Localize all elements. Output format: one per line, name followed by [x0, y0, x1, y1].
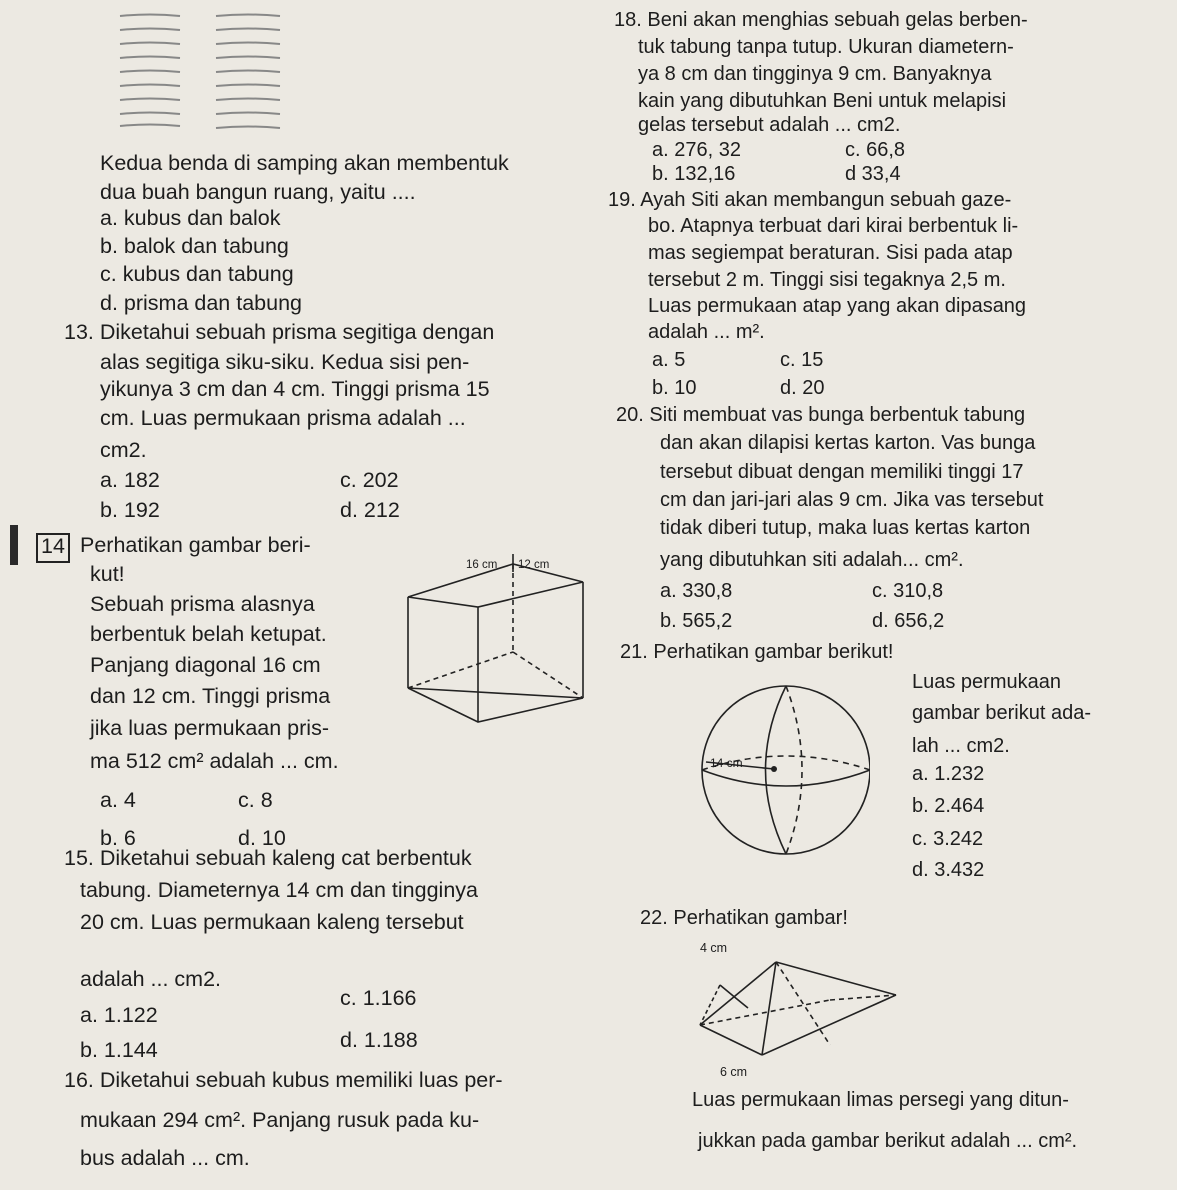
- q14-figure-prism: [400, 552, 600, 728]
- q21-stem: 21. Perhatikan gambar berikut!: [620, 641, 894, 663]
- q14-label-d2: 12 cm: [518, 559, 550, 571]
- q15-stem-4: adalah ... cm2.: [80, 967, 222, 991]
- q19-stem-2: bo. Atapnya terbuat dari kirai berbentuk li-: [648, 215, 1019, 237]
- q20-stem-6: yang dibutuhkan siti adalah... cm².: [660, 549, 964, 571]
- q14-stem-7: jika luas permukaan pris-: [90, 716, 329, 740]
- q12-stem-1: Kedua benda di samping akan membentuk: [100, 151, 509, 175]
- q13-stem-3: yikunya 3 cm dan 4 cm. Tinggi prisma 15: [100, 377, 490, 401]
- q15-stem-3: 20 cm. Luas permukaan kaleng tersebut: [80, 910, 464, 934]
- q18-stem-5: gelas tersebut adalah ... cm2.: [638, 114, 901, 136]
- q20-option-d: d. 656,2: [872, 610, 945, 632]
- q18-option-b: b. 132,16: [652, 163, 736, 185]
- q14-option-a: a. 4: [100, 788, 136, 812]
- q18-stem-1: 18. Beni akan menghias sebuah gelas berben-: [614, 9, 1028, 31]
- q21-option-d: d. 3.432: [912, 859, 985, 881]
- q12-option-c: c. kubus dan tabung: [100, 262, 294, 286]
- q18-stem-2: tuk tabung tanpa tutup. Ukuran diametern-: [638, 36, 1014, 58]
- q21-label-radius: 14 cm: [710, 756, 743, 770]
- q21-figure-sphere: [690, 672, 870, 868]
- q22-stem: 22. Perhatikan gambar!: [640, 907, 848, 929]
- page-tab-marker: [10, 525, 18, 565]
- q14-option-c: c. 8: [238, 788, 273, 812]
- q19-stem-5: Luas permukaan atap yang akan dipasang: [648, 295, 1027, 317]
- q19-option-b: b. 10: [652, 377, 697, 399]
- q14-stem-3: Sebuah prisma alasnya: [90, 592, 315, 616]
- q19-stem-1: 19. Ayah Siti akan membangun sebuah gaze-: [608, 189, 1012, 211]
- q21-option-a: a. 1.232: [912, 763, 985, 785]
- q15-option-a: a. 1.122: [80, 1003, 158, 1027]
- q14-stem-1: Perhatikan gambar beri-: [80, 533, 311, 557]
- q22-figure-pyramid: [680, 940, 920, 1080]
- q19-option-a: a. 5: [652, 349, 686, 371]
- q20-option-a: a. 330,8: [660, 580, 733, 602]
- q19-option-c: c. 15: [780, 349, 824, 371]
- q14-option-b: b. 6: [100, 826, 136, 850]
- q13-stem-5: cm2.: [100, 438, 147, 462]
- q12-option-d: d. prisma dan tabung: [100, 291, 302, 315]
- q20-stem-3: tersebut dibuat dengan memiliki tinggi 17: [660, 461, 1024, 483]
- q20-option-c: c. 310,8: [872, 580, 944, 602]
- q21-side-3: lah ... cm2.: [912, 735, 1010, 757]
- q22-text-1: Luas permukaan limas persegi yang ditun-: [692, 1089, 1069, 1111]
- q13-option-c: c. 202: [340, 468, 399, 492]
- q21-side-2: gambar berikut ada-: [912, 702, 1091, 724]
- q14-stem-4: berbentuk belah ketupat.: [90, 622, 327, 646]
- q14-option-d: d. 10: [238, 826, 286, 850]
- q19-stem-4: tersebut 2 m. Tinggi sisi tegaknya 2,5 m.: [648, 269, 1006, 291]
- q12-figure-stacks: [108, 8, 288, 140]
- q19-stem-3: mas segiempat beraturan. Sisi pada atap: [648, 242, 1013, 264]
- q18-stem-4: kain yang dibutuhkan Beni untuk melapisi: [638, 90, 1007, 112]
- q22-label-bottom: 6 cm: [720, 1065, 748, 1079]
- q12-option-b: b. balok dan tabung: [100, 234, 289, 258]
- q12-option-a: a. kubus dan balok: [100, 206, 281, 230]
- q21-option-c: c. 3.242: [912, 828, 984, 850]
- q21-center-dot: [771, 766, 777, 772]
- q15-option-c: c. 1.166: [340, 986, 417, 1010]
- q14-label-d1: 16 cm: [466, 559, 498, 571]
- q16-stem-1: 16. Diketahui sebuah kubus memiliki luas per-: [64, 1068, 503, 1092]
- q15-stem-2: tabung. Diameternya 14 cm dan tingginya: [80, 878, 478, 902]
- q12-stem-2: dua buah bangun ruang, yaitu ....: [100, 180, 416, 204]
- q16-stem-2: mukaan 294 cm². Panjang rusuk pada ku-: [80, 1108, 480, 1132]
- q14-stem-6: dan 12 cm. Tinggi prisma: [90, 684, 331, 708]
- q14-stem-5: Panjang diagonal 16 cm: [90, 653, 321, 677]
- q14-stem-2: kut!: [90, 562, 125, 586]
- q19-stem-6: adalah ... m².: [648, 321, 765, 343]
- q13-option-b: b. 192: [100, 498, 160, 522]
- q13-option-d: d. 212: [340, 498, 400, 522]
- q13-stem-4: cm. Luas permukaan prisma adalah ...: [100, 406, 466, 430]
- q13-option-a: a. 182: [100, 468, 160, 492]
- q15-stem-1: 15. Diketahui sebuah kaleng cat berbentuk: [64, 846, 472, 870]
- q20-stem-2: dan akan dilapisi kertas karton. Vas bunga: [660, 432, 1036, 454]
- q20-stem-1: 20. Siti membuat vas bunga berbentuk tabung: [616, 404, 1026, 426]
- q14-stem-8: ma 512 cm² adalah ... cm.: [90, 749, 339, 773]
- q18-option-d: d 33,4: [845, 163, 901, 185]
- q22-label-top: 4 cm: [700, 941, 728, 955]
- q19-option-d: d. 20: [780, 377, 825, 399]
- q20-option-b: b. 565,2: [660, 610, 733, 632]
- q20-stem-5: tidak diberi tutup, maka luas kertas karton: [660, 517, 1031, 539]
- q13-stem-1: 13. Diketahui sebuah prisma segitiga dengan: [64, 320, 495, 344]
- q21-option-b: b. 2.464: [912, 795, 985, 817]
- q14-number: 14: [41, 534, 65, 558]
- q20-stem-4: cm dan jari-jari alas 9 cm. Jika vas tersebut: [660, 489, 1044, 511]
- q18-stem-3: ya 8 cm dan tingginya 9 cm. Banyaknya: [638, 63, 992, 85]
- q15-option-b: b. 1.144: [80, 1038, 158, 1062]
- q16-stem-3: bus adalah ... cm.: [80, 1146, 250, 1170]
- q13-stem-2: alas segitiga siku-siku. Kedua sisi pen-: [100, 350, 470, 374]
- q15-option-d: d. 1.188: [340, 1028, 418, 1052]
- q21-side-1: Luas permukaan: [912, 671, 1061, 693]
- q22-text-2: jukkan pada gambar berikut adalah ... cm².: [698, 1130, 1078, 1152]
- q18-option-c: c. 66,8: [845, 139, 906, 161]
- q18-option-a: a. 276, 32: [652, 139, 741, 161]
